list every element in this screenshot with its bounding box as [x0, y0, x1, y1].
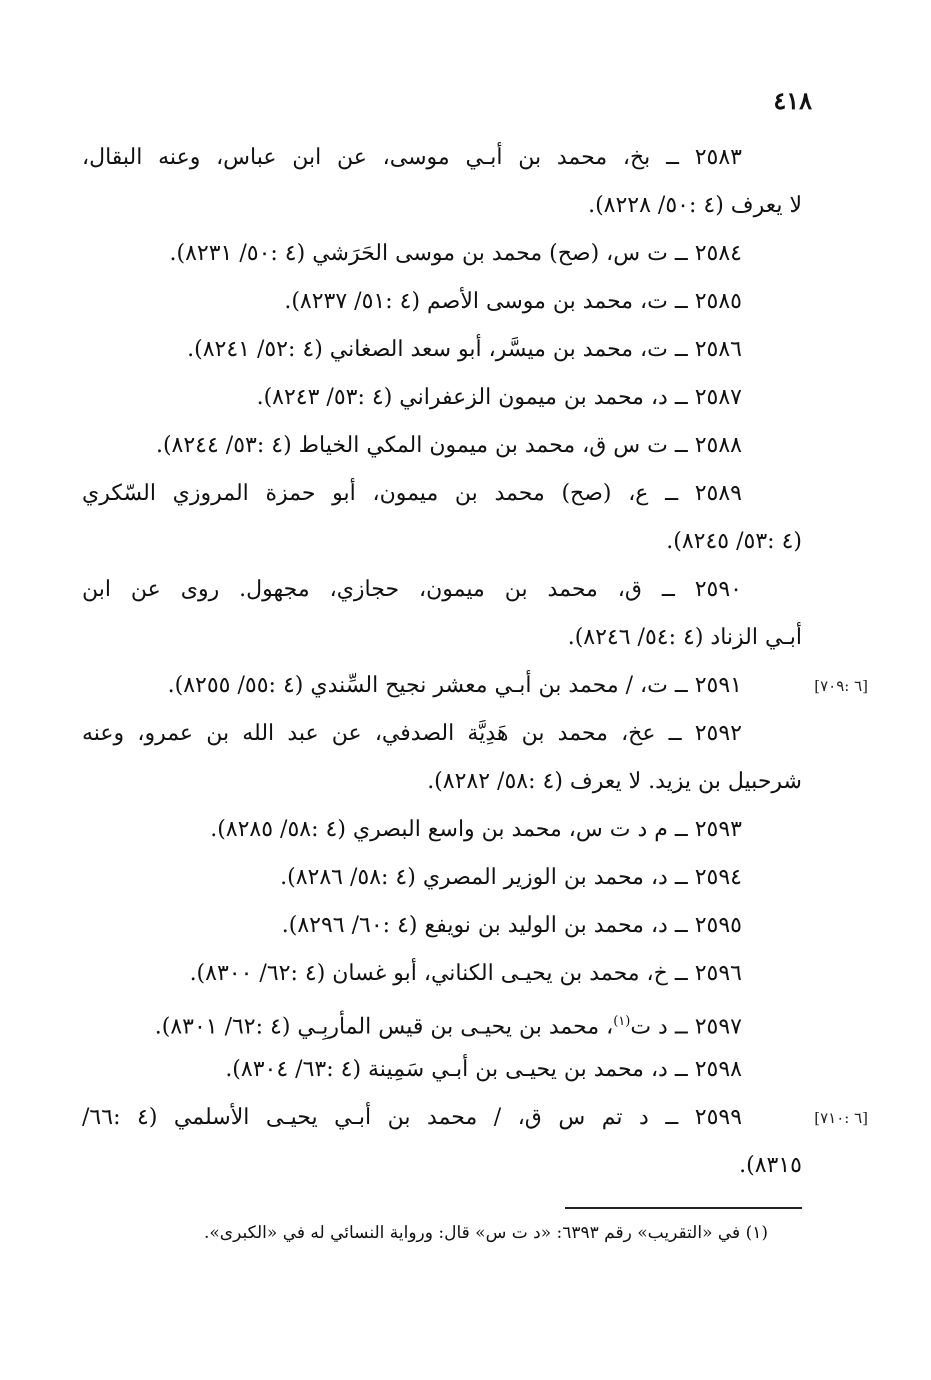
entry-2598: ٢٥٩٨ ــ د، محمد بن يحيـى بن أبـي سَمِينة (٤ :٦٣/ ٨٣٠٤). — [225, 1057, 742, 1082]
entry-2592-line-1: ٢٥٩٢ ــ عخ، محمد بن هَدِيَّة الصدفي، عن عبد الله بن عمرو، وعنه — [82, 721, 742, 746]
entry-2594: ٢٥٩٤ ــ د، محمد بن الوزير المصري (٤ :٥٨/ ٨٢٨٦). — [280, 865, 742, 890]
entry-2593: ٢٥٩٣ ــ م د ت س، محمد بن واسع البصري (٤ :٥٨/ ٨٢٨٥). — [210, 817, 742, 842]
entry-2583-line-2: لا يعرف (٤ :٥٠/ ٨٢٢٨). — [588, 193, 802, 218]
entry-2591: ٢٥٩١ ــ ت، / محمد بن أبـي معشر نجيح السِّندي (٤ :٥٥/ ٨٢٥٥). — [167, 673, 742, 698]
footnote: (١) في «التقريب» رقم ٦٣٩٣: «د ت س» قال: ورواية النسائي له في «الكبرى». — [203, 1223, 768, 1243]
entry-2585: ٢٥٨٥ ــ ت، محمد بن موسى الأصم (٤ :٥١/ ٨٢٣٧). — [284, 289, 742, 314]
footnote-separator — [565, 1207, 802, 1209]
entry-2583-line-1: ٢٥٨٣ ــ بخ، محمد بن أبـي موسى، عن ابن عباس، وعنه البقال، — [82, 145, 742, 170]
entry-2590-line-1: ٢٥٩٠ ــ ق، محمد بن ميمون، حجازي، مجهول. روى عن ابن — [82, 577, 742, 602]
entry-2597 — [82, 1006, 742, 1043]
entry-2595: ٢٥٩٥ ــ د، محمد بن الوليد بن نويفع (٤ :٦٠/ ٨٢٩٦). — [281, 913, 742, 938]
entry-2590-line-2: أبـي الزناد (٤ :٥٤/ ٨٢٤٦). — [567, 625, 802, 650]
margin-reference: [٦ :٧٠٩] — [814, 677, 868, 695]
entry-2597-head: ٢٥٩٧ ــ د ت — [630, 1014, 742, 1040]
entry-2599-line-1: ٢٥٩٩ ــ د تم س ق، / محمد بن أبـي يحيـى الأسلمي (٤ :٦٦/ — [82, 1105, 742, 1130]
entry-2599-line-2: ٨٣١٥). — [739, 1153, 802, 1178]
entry-2589-line-2: (٤ :٥٣/ ٨٢٤٥). — [666, 529, 802, 554]
entry-2587: ٢٥٨٧ ــ د، محمد بن ميمون الزعفراني (٤ :٥٣/ ٨٢٤٣). — [256, 385, 742, 410]
margin-reference: [٦ :٧١٠] — [814, 1109, 868, 1127]
entry-2596: ٢٥٩٦ ــ خ، محمد بن يحيـى الكناني، أبو غسان (٤ :٦٢/ ٨٣٠٠). — [189, 961, 742, 986]
entry-2589-line-1: ٢٥٨٩ ــ ع، (صح) محمد بن ميمون، أبو حمزة المروزي السّكري — [82, 481, 742, 506]
entry-2592-line-2: شرحبيل بن يزيد. لا يعرف (٤ :٥٨/ ٨٢٨٢). — [427, 769, 802, 794]
entry-2586: ٢٥٨٦ ــ ت، محمد بن ميسَّر، أبو سعد الصغاني (٤ :٥٢/ ٨٢٤١). — [187, 337, 742, 362]
entry-2584: ٢٥٨٤ ــ ت س، (صح) محمد بن موسى الحَرَشي (٤ :٥٠/ ٨٢٣١). — [169, 241, 742, 266]
entry-2588: ٢٥٨٨ ــ ت س ق، محمد بن ميمون المكي الخياط (٤ :٥٣/ ٨٢٤٤). — [155, 433, 742, 458]
footnote-marker: (١) — [613, 1014, 631, 1029]
entry-2597-tail: ، محمد بن يحيـى بن قيس المأربِـي (٤ :٦٢/ ٨٣٠١). — [154, 1014, 614, 1040]
page-number: ٤١٨ — [773, 86, 812, 115]
